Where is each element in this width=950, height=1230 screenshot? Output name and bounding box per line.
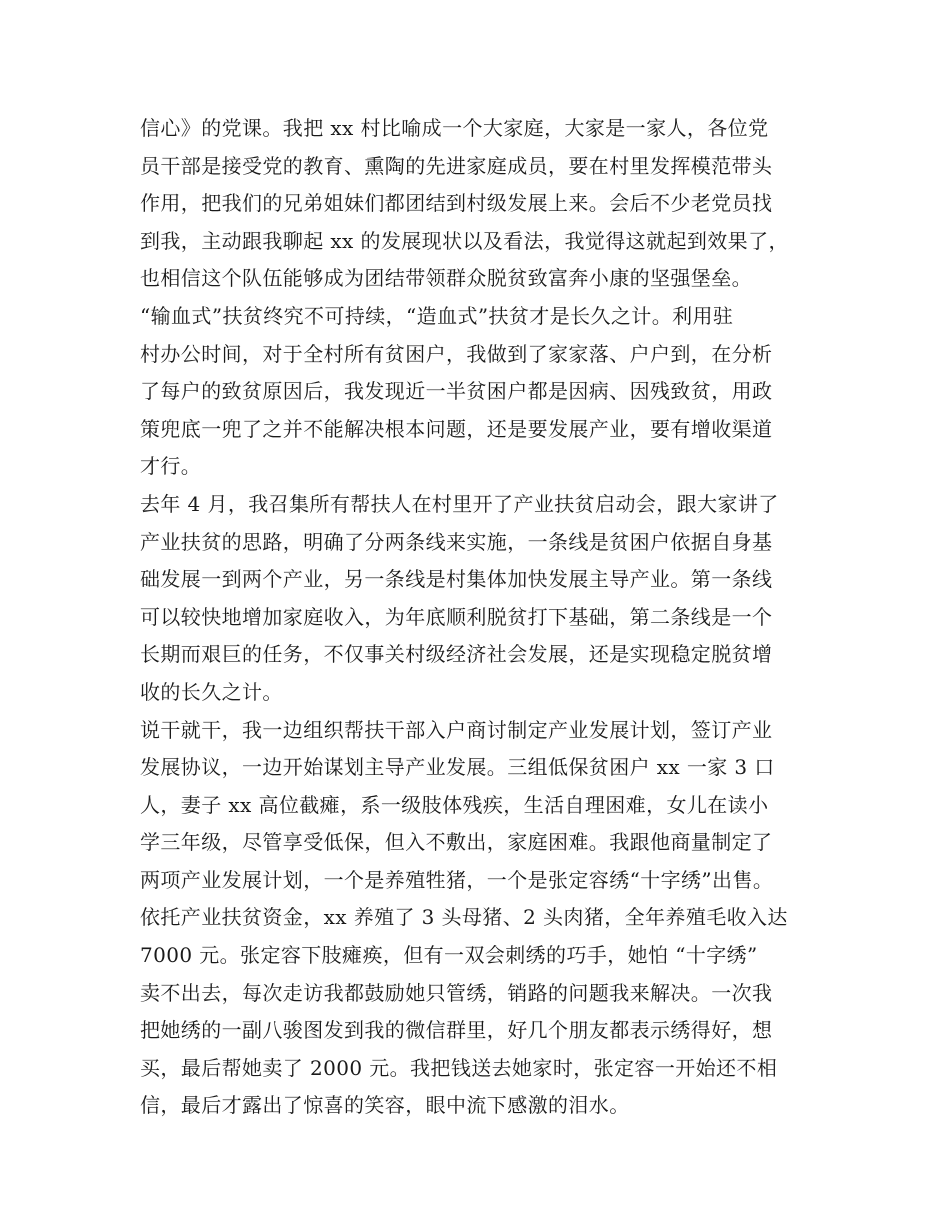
- text-line: 信，最后才露出了惊喜的笑容，眼中流下感激的泪水。: [140, 1093, 630, 1118]
- text-line: 才行。: [140, 454, 202, 479]
- text-line: 学三年级，尽管享受低保，但入不敷出，家庭困难。我跟他商量制定了: [140, 830, 773, 855]
- text-line: 去年 4 月，我召集所有帮扶人在村里开了产业扶贫启动会，跟大家讲了: [140, 491, 779, 516]
- paragraph: [140, 110, 830, 298]
- text-line: 策兜底一兜了之并不能解决根本问题，还是要发展产业，要有增收渠道: [140, 416, 773, 441]
- text-line: 长期而艰巨的任务，不仅事关村级经济社会发展，还是实现稳定脱贫增: [140, 642, 773, 667]
- text-line: 作用，把我们的兄弟姐妹们都团结到村级发展上来。会后不少老党员找: [140, 191, 773, 216]
- body-text: [140, 110, 830, 1125]
- text-line: 了每户的致贫原因后，我发现近一半贫困户都是因病、因残致贫，用政: [140, 379, 773, 404]
- text-line: 两项产业发展计划，一个是养殖牲猪，一个是张定容绣“十字绣”出售。: [140, 867, 774, 892]
- text-line: 员干部是接受党的教育、熏陶的先进家庭成员，要在村里发挥模范带头: [140, 153, 773, 178]
- text-line: “输血式”扶贫终究不可持续，“造血式”扶贫才是长久之计。利用驻: [140, 303, 734, 328]
- text-line: 把她绣的一副八骏图发到我的微信群里，好几个朋友都表示绣得好，想: [140, 1018, 773, 1043]
- text-line: 可以较快地增加家庭收入，为年底顺利脱贫打下基础，第二条线是一个: [140, 604, 773, 629]
- text-line: 卖不出去，每次走访我都鼓励她只管绣，销路的问题我来解决。一次我: [140, 980, 773, 1005]
- text-line: 说干就干，我一边组织帮扶干部入户商讨制定产业发展计划，签订产业: [140, 717, 773, 742]
- text-line: 人，妻子 xx 高位截瘫，系一级肢体残疾，生活自理困难，女儿在读小: [140, 792, 769, 817]
- text-line: 买，最后帮她卖了 2000 元。我把钱送去她家时，张定容一开始还不相: [140, 1055, 778, 1080]
- paragraph: [140, 298, 830, 486]
- text-line: 依托产业扶贫资金，xx 养殖了 3 头母猪、2 头肉猪，全年养殖毛收入达: [140, 905, 788, 930]
- paragraph: [140, 712, 830, 1126]
- text-line: 也相信这个队伍能够成为团结带领群众脱贫致富奔小康的坚强堡垒。: [140, 266, 752, 291]
- text-line: 收的长久之计。: [140, 679, 283, 704]
- text-line: 村办公时间，对于全村所有贫困户，我做到了家家落、户户到，在分析: [140, 341, 773, 366]
- text-line: 7000 元。张定容下肢瘫痪，但有一双会刺绣的巧手，她怕 “十字绣”: [140, 943, 758, 968]
- text-line: 产业扶贫的思路，明确了分两条线来实施，一条线是贫困户依据自身基: [140, 529, 773, 554]
- text-line: 发展协议，一边开始谋划主导产业发展。三组低保贫困户 xx 一家 3 口: [140, 755, 775, 780]
- text-line: 信心》的党课。我把 xx 村比喻成一个大家庭，大家是一家人，各位党: [140, 116, 769, 140]
- paragraph: [140, 486, 830, 712]
- text-line: 础发展一到两个产业，另一条线是村集体加快发展主导产业。第一条线: [140, 567, 773, 592]
- text-line: 到我，主动跟我聊起 xx 的发展现状以及看法，我觉得这就起到效果了，: [140, 228, 789, 253]
